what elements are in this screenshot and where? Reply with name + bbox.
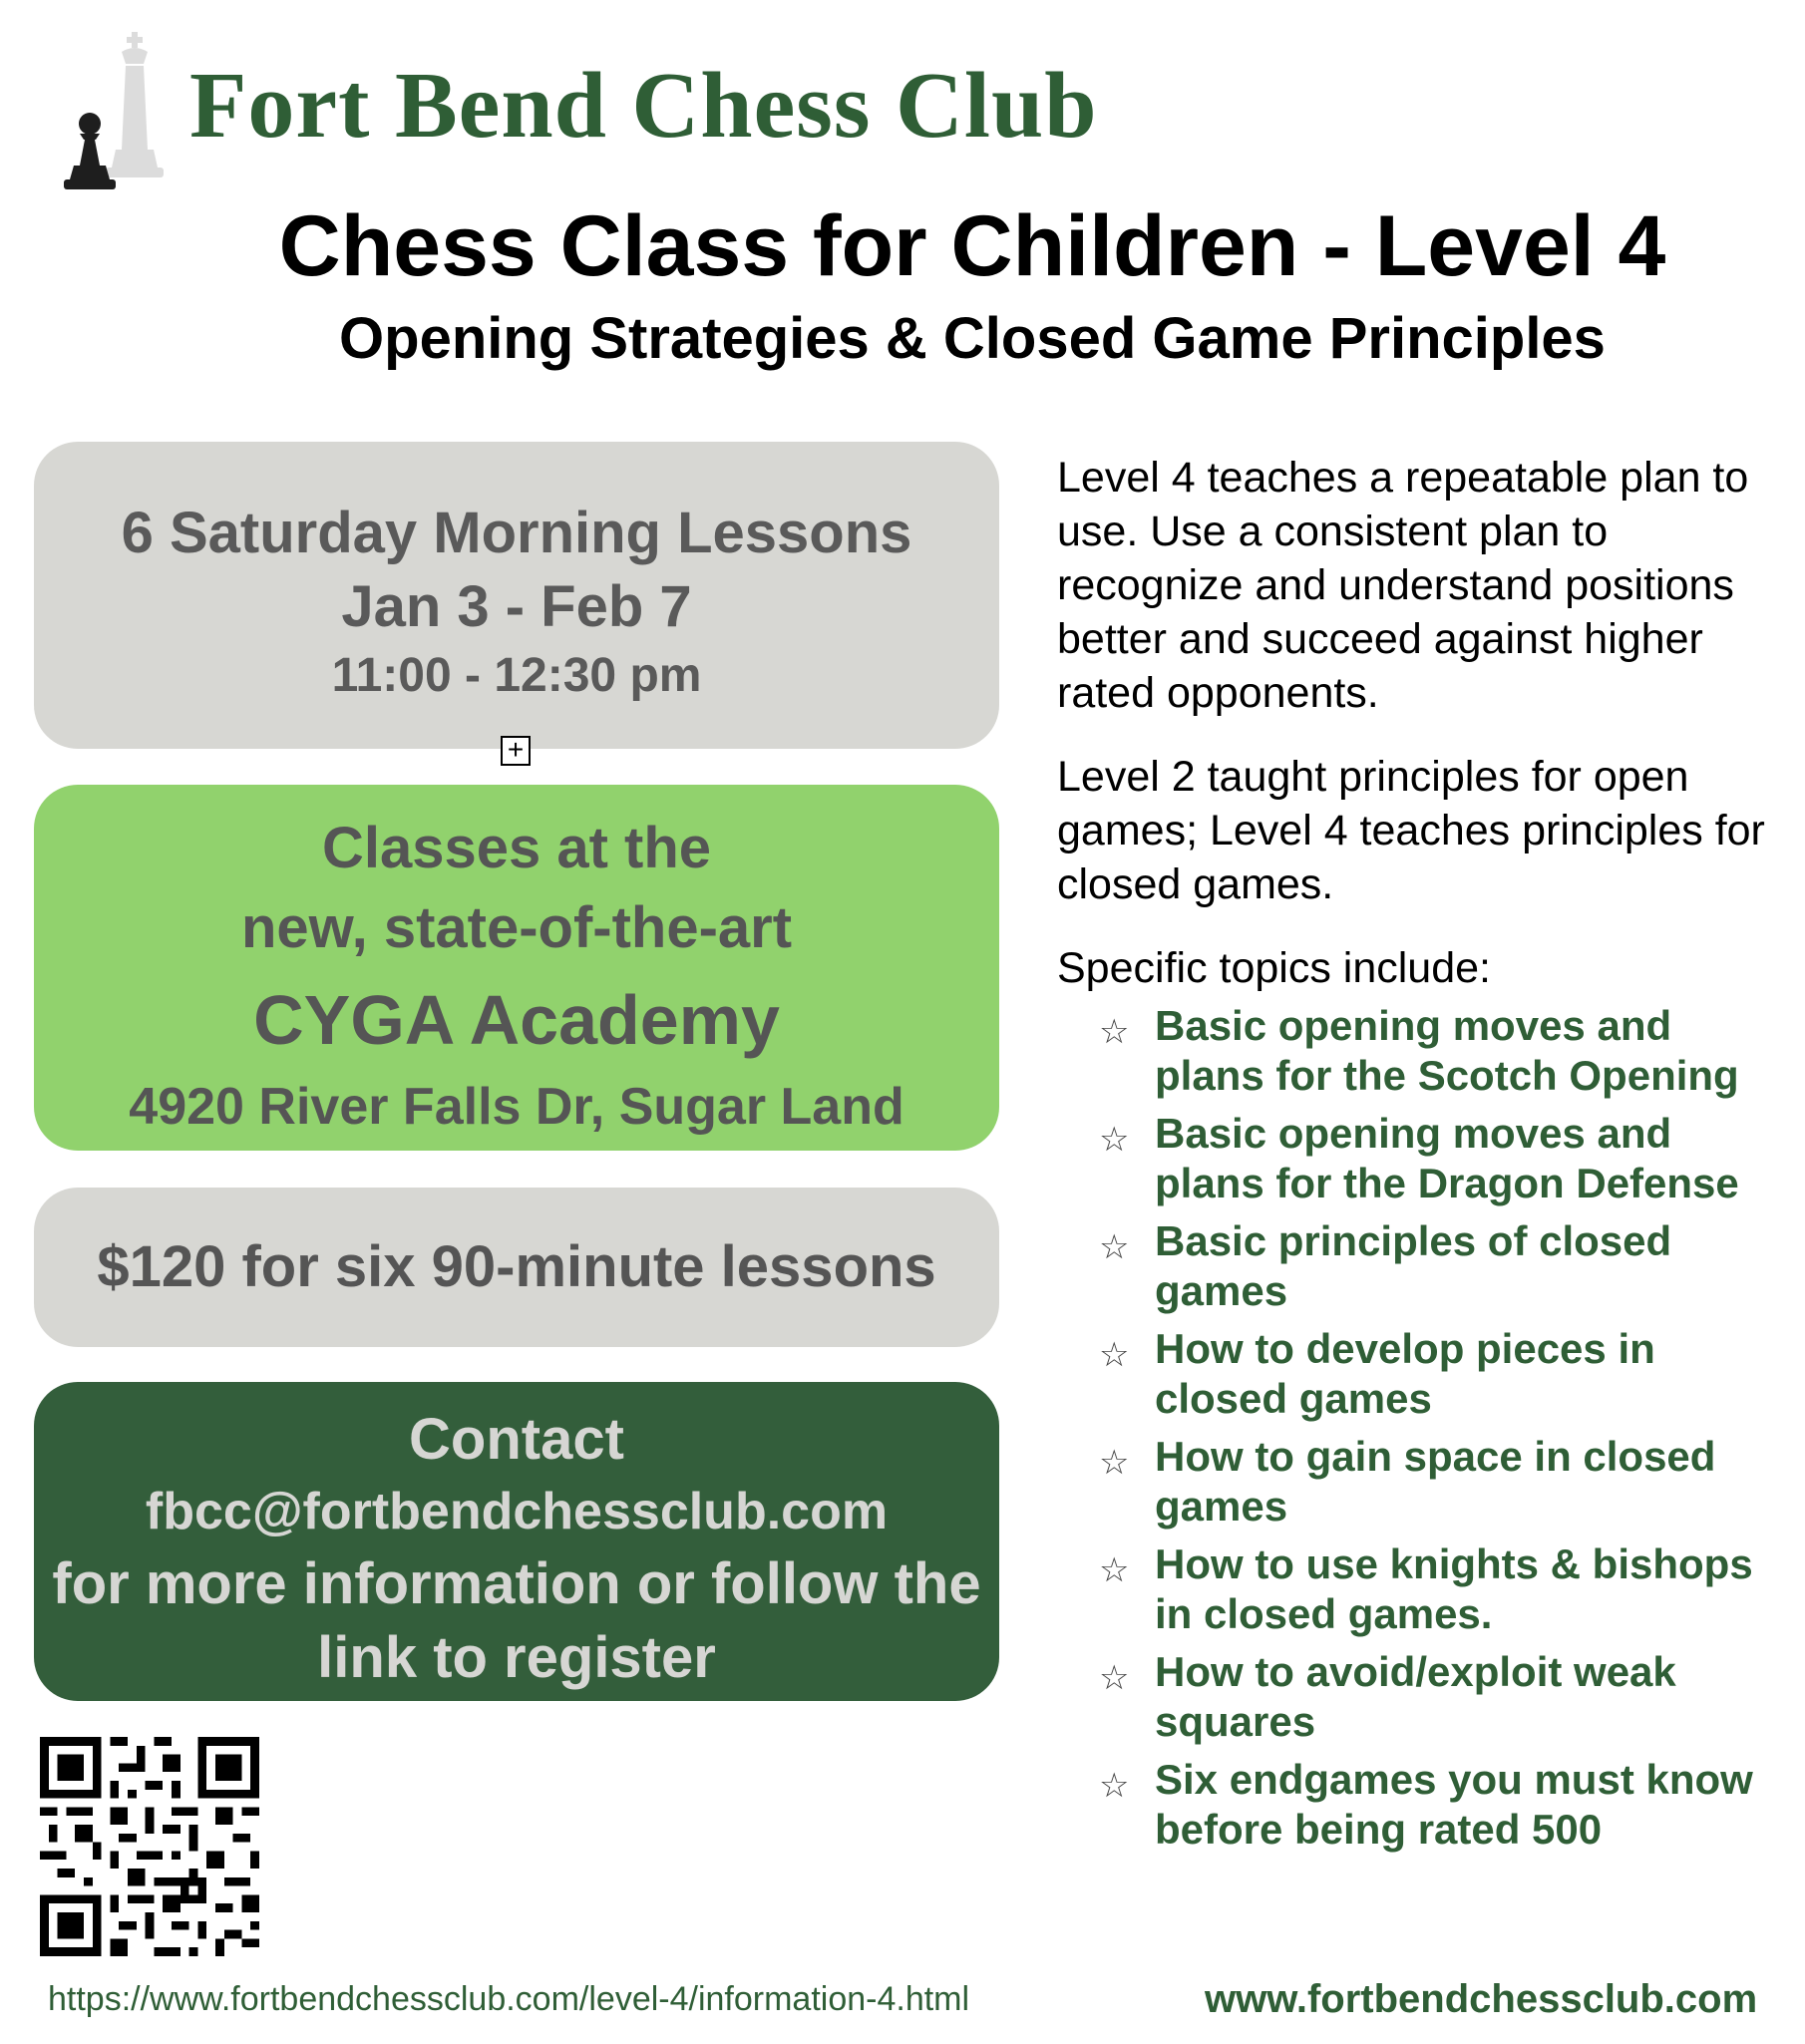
list-item [1057,1647,1785,1747]
schedule-time: 11:00 - 12:30 pm [331,649,702,702]
contact-email-link[interactable]: fbcc@fortbendchessclub.com [145,1483,889,1540]
course-description [1057,451,1785,1863]
venue-intro: Classes at the [321,816,712,880]
price-box [34,1188,999,1347]
topics-heading: Specific topics include: [1057,944,1491,992]
page-title: Chess Class for Children - Level 4 [278,198,1666,294]
qr-code-icon[interactable] [40,1737,259,1956]
venue-name: CYGA Academy [253,981,780,1059]
schedule-dates: Jan 3 - Feb 7 [341,574,692,639]
star-bullet-icon: ☆ [1099,1013,1130,1051]
topic-text: Basic opening moves and plans for the Dragon Defense [1155,1110,1739,1206]
list-item [1057,1216,1785,1316]
topic-text: How to gain space in closed games [1155,1433,1716,1530]
topic-text: Basic principles of closed games [1155,1217,1672,1314]
contact-box [34,1382,999,1701]
object-anchor-handle[interactable]: + [501,736,531,766]
list-item [1057,1755,1785,1855]
website-link[interactable]: www.fortbendchessclub.com [1205,1977,1758,2021]
star-bullet-icon: ☆ [1099,1336,1130,1374]
star-bullet-icon: ☆ [1099,1444,1130,1482]
venue-box [34,785,999,1151]
description-paragraph-1: Level 4 teaches a repeatable plan to use. Use a consistent plan to recognize and understand positions better and succeed against higher rated opponents. [1057,454,1749,717]
list-item [1057,1001,1785,1101]
contact-heading: Contact [409,1407,624,1472]
page-subtitle: Opening Strategies & Closed Game Principles [339,306,1606,371]
list-item [1057,1432,1785,1532]
club-brand-name: Fort Bend Chess Club [189,54,1098,158]
topic-text: How to use knights & bishops in closed games. [1155,1540,1753,1637]
venue-address: 4920 River Falls Dr, Sugar Land [129,1078,904,1136]
star-bullet-icon: ☆ [1099,1551,1130,1589]
topic-text: How to develop pieces in closed games [1155,1325,1655,1422]
description-paragraph-2: Level 2 taught principles for open games; Level 4 teaches principles for closed games. [1057,753,1765,908]
list-item [1057,1324,1785,1424]
venue-descriptor: new, state-of-the-art [240,895,793,960]
registration-url-link[interactable]: https://www.fortbendchessclub.com/level-4/information-4.html [48,1980,970,2018]
list-item [1057,1539,1785,1639]
star-bullet-icon: ☆ [1099,1121,1130,1159]
topics-list [1057,1001,1785,1855]
price-text: $120 for six 90-minute lessons [97,1234,936,1299]
topic-text: Six endgames you must know before being rated 500 [1155,1756,1753,1853]
topic-text: Basic opening moves and plans for the Scotch Opening [1155,1002,1739,1099]
contact-register-line: link to register [317,1625,716,1690]
contact-info-line: for more information or follow the [52,1551,981,1616]
list-item [1057,1109,1785,1208]
chess-pieces-logo-icon [60,30,189,199]
star-bullet-icon: ☆ [1099,1659,1130,1697]
schedule-lessons: 6 Saturday Morning Lessons [121,501,912,565]
topic-text: How to avoid/exploit weak squares [1155,1648,1676,1745]
schedule-box [34,442,999,749]
star-bullet-icon: ☆ [1099,1767,1130,1805]
star-bullet-icon: ☆ [1099,1228,1130,1266]
